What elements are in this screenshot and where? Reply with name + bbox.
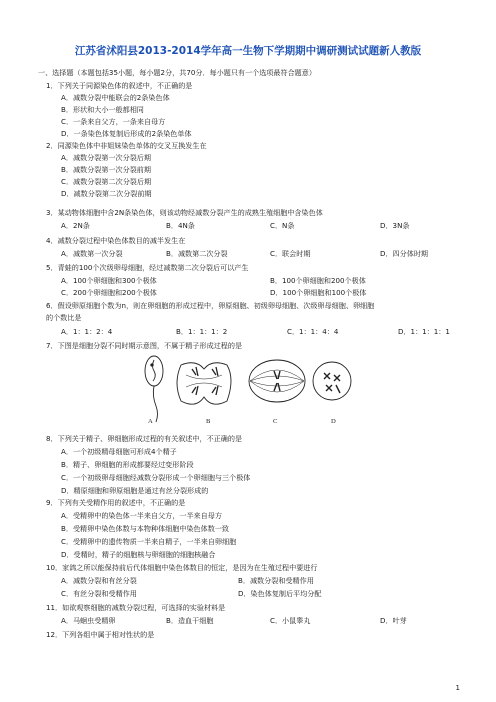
figure-label-d: D [331, 418, 336, 425]
document-title: 江苏省沭阳县2013-2014学年高一生物下学期期中调研测试试题新人教版 [74, 45, 422, 57]
option: C．一条来自父方，一条来自母方 [61, 117, 166, 126]
option: C．一个初级卵母细胞经减数分裂形成一个卵细胞与三个极体 [61, 473, 251, 482]
option: D．1：1：1：1 [398, 327, 450, 336]
option: B．4N条 [166, 221, 195, 230]
option: B．形状和大小一般都相同 [61, 105, 144, 114]
option: B．减数分裂和受精作用 [238, 576, 314, 585]
cell-b [177, 363, 231, 404]
question-stem: 4．减数分裂过程中染色体数目的减半发生在 [46, 236, 186, 245]
figure-label-c: C [273, 418, 278, 425]
section-heading: 一、选择题（本题包括35小题，每小题2分，共70分．每小题只有一个选项最符合题意） [38, 68, 316, 77]
figure-label-a: A [148, 418, 153, 425]
option: A．1：1：2：4 [61, 327, 113, 336]
option: C．联会时期 [270, 249, 311, 258]
question-stem: 9．下列有关受精作用的叙述中，不正确的是 [46, 498, 186, 507]
option: D．减数分裂第二次分裂前期 [61, 189, 152, 198]
question-stem: 12．下列各组中属于相对性状的是 [46, 630, 155, 639]
question-stem: 2．同源染色体中非姐妹染色单体的交叉互换发生在 [46, 141, 207, 150]
option: A．100个卵细胞和300个极体 [61, 276, 157, 285]
option: C．N条 [270, 221, 295, 230]
cell-c [249, 360, 305, 402]
option: C．受精卵中的遗传物质一半来自精子，一半来自卵细胞 [61, 537, 237, 546]
option: D．四分体时期 [380, 249, 429, 258]
option: B．减数第二次分裂 [166, 249, 228, 258]
cell-division-figure [134, 355, 356, 427]
option: D．精原细胞和卵原细胞是通过有丝分裂形成的 [61, 486, 209, 495]
option: C．1：1：4：4 [287, 327, 339, 336]
option: C．有丝分裂和受精作用 [61, 589, 137, 598]
option: B．1：1：1：2 [176, 327, 228, 336]
option: D．受精时，精子的细胞核与卵细胞的细胞核融合 [61, 550, 216, 559]
question-stem: 3．某动物体细胞中含2N条染色体，则该动物经减数分裂产生的成熟生殖细胞中含染色体 [46, 208, 323, 217]
option: A．减数分裂第一次分裂后期 [61, 153, 151, 162]
option: D．3N条 [380, 221, 410, 230]
cell-a [145, 356, 163, 422]
cell-d [313, 362, 351, 400]
question-stem: 7．下图是细胞分裂不同时期示意图，不属于精子形成过程的是 [46, 341, 243, 350]
option: B．精子、卵细胞的形成都要经过变形阶段 [61, 460, 194, 469]
figure-label-b: B [206, 418, 211, 425]
question-stem: 8．下列关于精子、卵细胞形成过程的有关叙述中，不正确的是 [46, 434, 243, 443]
option: A．马蛔虫受精卵 [61, 616, 116, 625]
option: A．一个初级精母细胞可形成4个精子 [61, 447, 177, 456]
option: A．受精卵中的染色体一半来自父方，一半来自母方 [61, 511, 222, 520]
option: C．200个卵细胞和200个极体 [61, 288, 157, 297]
option: D．叶芽 [380, 616, 407, 625]
option: D．染色体复制后平均分配 [238, 589, 322, 598]
question-stem: 10．家鸽之所以能保持前后代体细胞中染色体数目的恒定，是因为在生殖过程中要进行 [46, 563, 318, 572]
question-stem-continued: 的个数比是 [46, 313, 82, 322]
option: D．100个卵细胞和100个极体 [270, 288, 367, 297]
option: A．减数分裂中能联会的2条染色体 [61, 93, 170, 102]
question-stem: 11．如欲观察细胞的减数分裂过程，可选择的实验材料是 [46, 603, 226, 612]
option: C．小鼠睾丸 [270, 616, 311, 625]
question-stem: 1．下列关于同源染色体的叙述中，不正确的是 [46, 81, 193, 90]
option: B．减数分裂第一次分裂前期 [61, 165, 151, 174]
option: A．2N条 [61, 221, 90, 230]
question-stem: 6．假设卵原细胞个数为n，则在卵细胞的形成过程中，卵原细胞、初级卵母细胞、次级卵母细胞、卵细胞 [46, 301, 375, 310]
option: B．造血干细胞 [166, 616, 214, 625]
option: A．减数第一次分裂 [61, 249, 123, 258]
question-stem: 5．青蛙的100个次级卵母细胞，经过减数第二次分裂后可以产生 [46, 263, 249, 272]
option: D．一条染色体复制后形成的2条染色单体 [61, 129, 192, 138]
page-number: 1 [455, 684, 460, 692]
option: B．受精卵中染色体数与本物种体细胞中染色体数一致 [61, 524, 230, 533]
option: A．减数分裂和有丝分裂 [61, 576, 137, 585]
option: B．100个卵细胞和200个极体 [270, 276, 366, 285]
option: C．减数分裂第二次分裂后期 [61, 177, 152, 186]
